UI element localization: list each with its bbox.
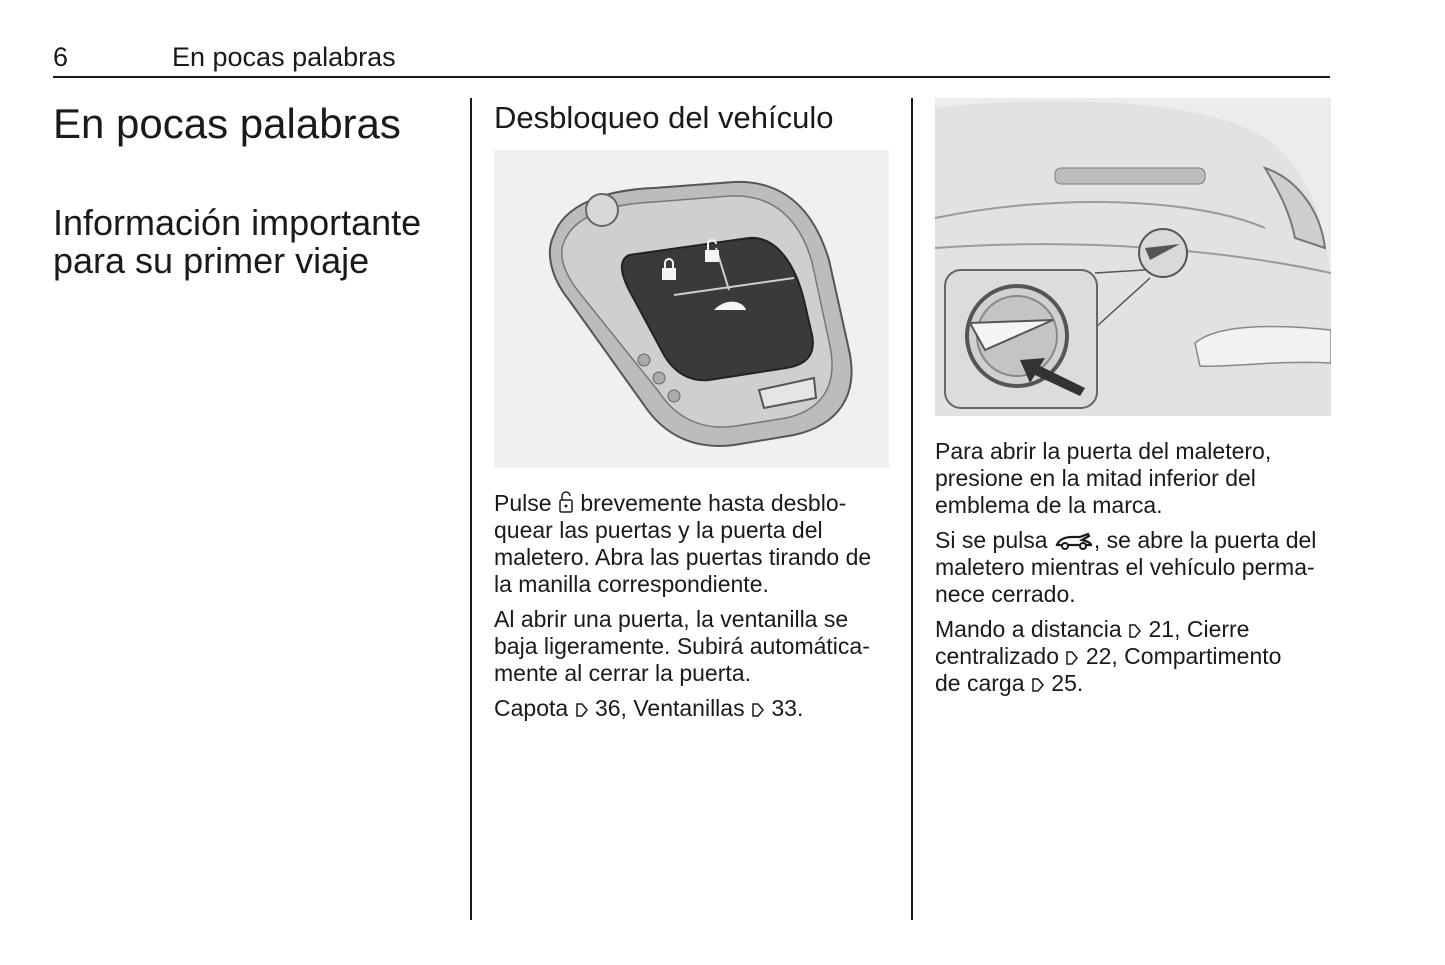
page-header [53, 40, 1330, 78]
remote-key-illustration [494, 150, 889, 468]
reference-arrow-icon [1031, 676, 1045, 694]
paragraph-references [935, 616, 1333, 697]
column-3 [935, 98, 1333, 705]
text-line3: maletero. Abra las puertas tirando de [494, 544, 872, 570]
text-line3: mente al cerrar la puerta. [494, 660, 751, 686]
page-link-33[interactable]: 33 [771, 695, 797, 721]
period: . [796, 695, 804, 721]
text-line3: nece cerrado. [935, 581, 1076, 607]
ref-label-carga: de carga [935, 670, 1025, 696]
column-divider-2 [911, 98, 913, 920]
ref-label-centralizado: centralizado [935, 643, 1060, 669]
text-line1: brevemente hasta desblo- [580, 490, 847, 516]
reference-arrow-icon [751, 701, 765, 719]
period: . [1076, 670, 1084, 696]
paragraph-window [494, 606, 894, 687]
text-line1: , se abre la puerta del [1093, 527, 1317, 553]
page-number: 6 [53, 42, 69, 72]
car-trunk-icon [1054, 531, 1094, 551]
ref-label-compartimento: , Compartimento [1111, 643, 1282, 669]
text-si-se-pulsa: Si se pulsa [935, 527, 1048, 553]
reference-arrow-icon [575, 701, 589, 719]
text-line2: maletero mientras el vehículo perma- [935, 554, 1315, 580]
page-link-22[interactable]: 22 [1085, 643, 1112, 669]
section-title-line1: Información importante [53, 202, 422, 243]
ref-label-cierre: , Cierre [1174, 616, 1250, 642]
text-line1: Al abrir una puerta, la ventanilla se [494, 606, 849, 632]
unlock-instructions [494, 490, 894, 722]
ref-label-mando: Mando a distancia [935, 616, 1122, 642]
running-title: En pocas palabras [172, 42, 396, 72]
column-divider-1 [470, 98, 472, 920]
ref-label-ventanillas: , Ventanillas [620, 695, 745, 721]
reference-arrow-icon [1128, 622, 1142, 640]
section-title-line2: para su primer viaje [53, 240, 370, 281]
text-pulse: Pulse [494, 490, 552, 516]
section-title [53, 204, 453, 280]
text-line2: baja ligeramente. Subirá automática- [494, 633, 870, 659]
trunk-drawing [935, 98, 1331, 416]
subsection-heading: Desbloqueo del vehículo [494, 100, 834, 135]
paragraph-open-trunk [935, 438, 1333, 519]
paragraph-references [494, 695, 894, 722]
reference-arrow-icon [1065, 649, 1079, 667]
trunk-instructions [935, 438, 1333, 697]
page-link-21[interactable]: 21 [1148, 616, 1175, 642]
paragraph-trunk-button [935, 527, 1333, 608]
remote-key-drawing [494, 150, 889, 468]
text-line3: emblema de la marca. [935, 492, 1163, 518]
trunk-emblem-illustration [935, 98, 1331, 416]
page-link-25[interactable]: 25 [1051, 670, 1077, 696]
column-2 [494, 98, 894, 730]
column-1 [53, 96, 453, 280]
ref-label-capota: Capota [494, 695, 569, 721]
text-line1: Para abrir la puerta del maletero, [935, 438, 1272, 464]
text-line2: quear las puertas y la puerta del [494, 517, 823, 543]
text-line4: la manilla correspondiente. [494, 571, 769, 597]
text-line2: presione en la mitad inferior del [935, 465, 1256, 491]
page-link-36[interactable]: 36 [594, 695, 621, 721]
paragraph-unlock [494, 490, 894, 598]
chapter-title: En pocas palabras [53, 100, 401, 147]
unlock-icon [558, 490, 574, 514]
